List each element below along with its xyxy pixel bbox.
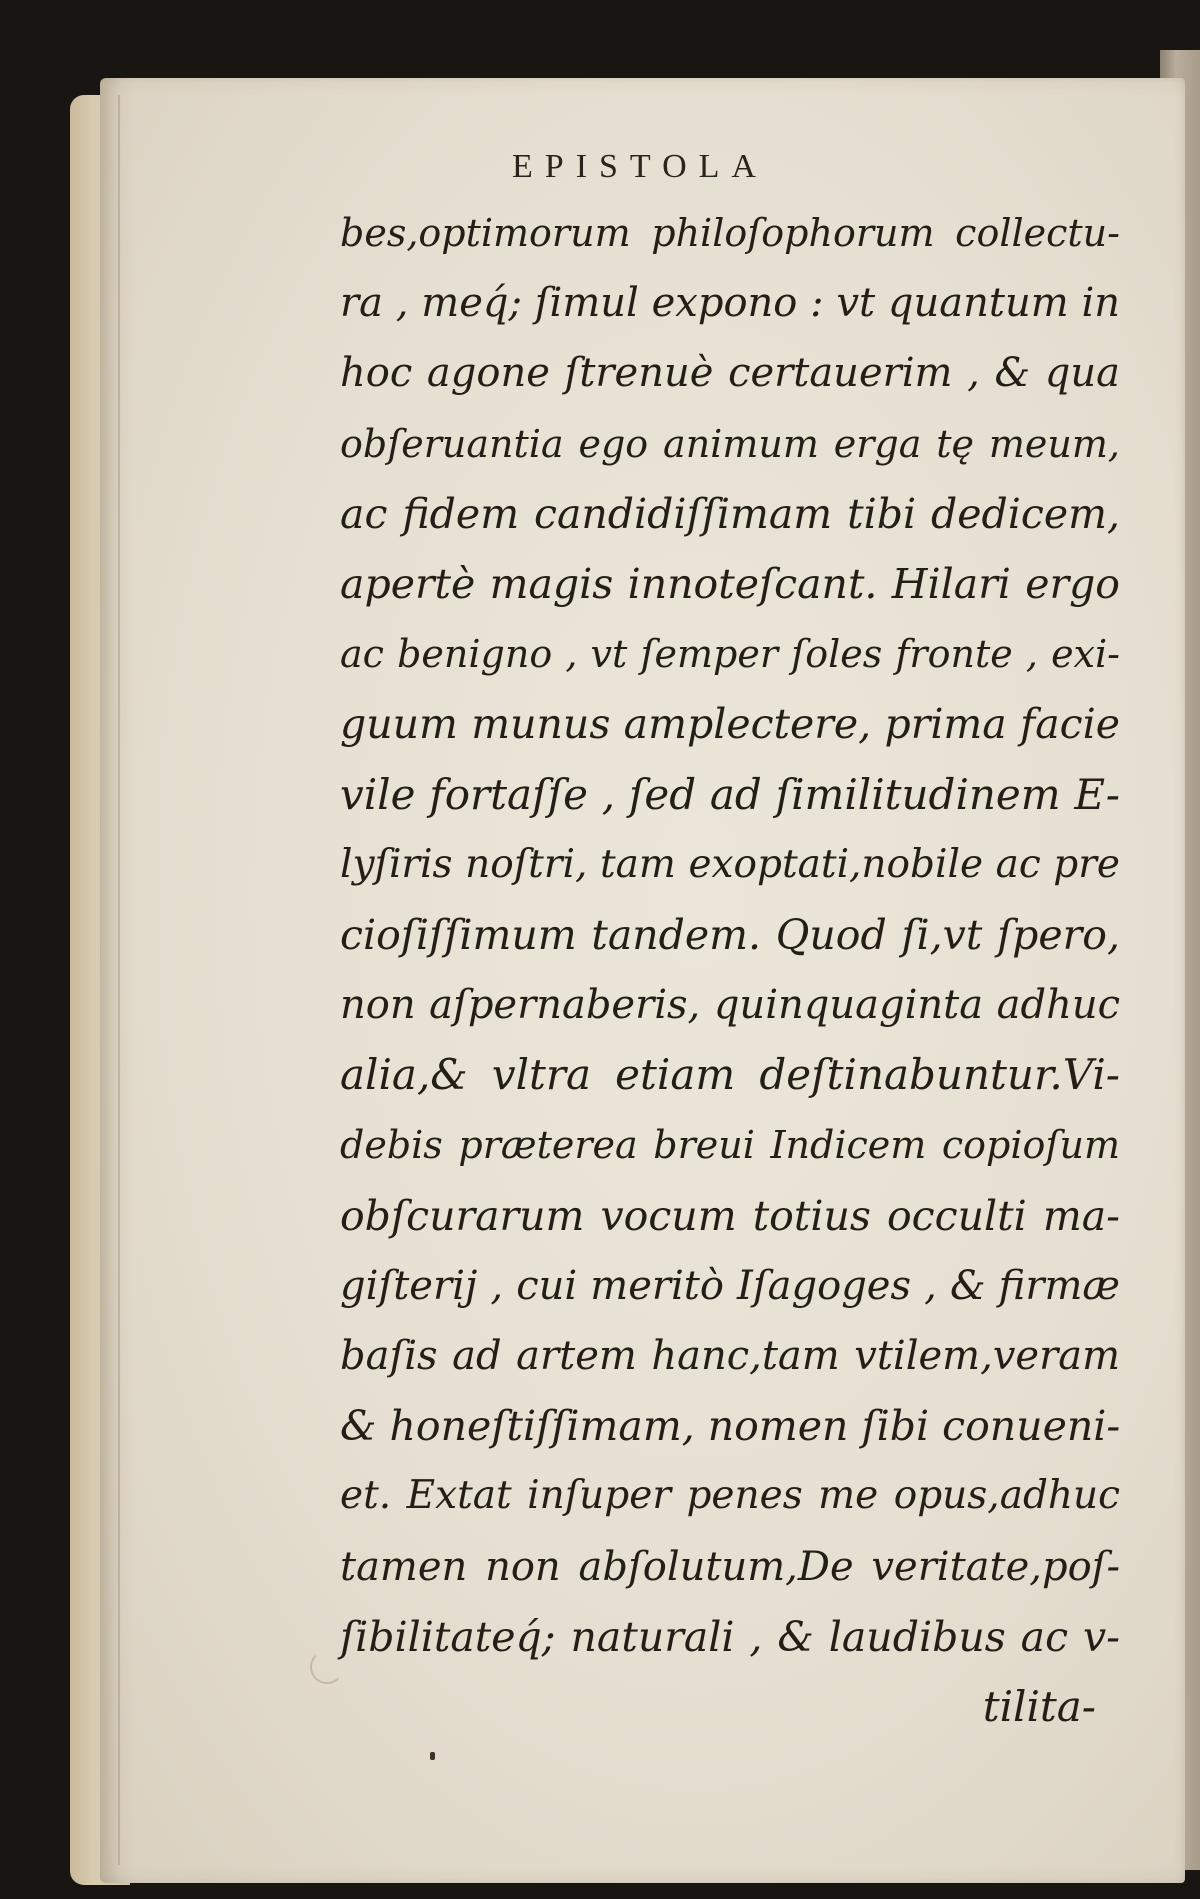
text-line: obſeruantia ego animum erga tę meum,: [340, 421, 1120, 466]
text-line: tamen non abſolutum,De veritate,poſ-: [340, 1543, 1120, 1590]
running-head: EPISTOLA: [512, 148, 768, 185]
text-line: ra , meq́; ſimul expono : vt quantum in: [340, 280, 1120, 327]
text-line: lyſiris noſtri, tam exoptati,nobile ac pre: [340, 841, 1120, 887]
ink-flourish: [310, 1650, 344, 1684]
text-line: debis præterea breui Indicem copioſum: [340, 1123, 1120, 1168]
text-line: bes,optimorum philoſophorum collectu-: [340, 211, 1120, 255]
text-line: ſibilitateq́; naturali , & laudibus ac v-: [340, 1612, 1120, 1661]
text-line: giſterij , cui meritò Iſagoges , & firmæ: [340, 1262, 1120, 1309]
text-line: baſis ad artem hanc,tam vtilem,veram: [340, 1333, 1120, 1379]
text-line: obſcurarum vocum totius occulti ma-: [340, 1191, 1120, 1240]
text-line: cioſiſſimum tandem. Quod ſi,vt ſpero,: [340, 910, 1120, 959]
letter-text: [340, 198, 1120, 1742]
text-line: non aſpernaberis, quinquaginta adhuc: [340, 982, 1120, 1029]
ink-dot: [430, 1752, 435, 1760]
text-line: apertè magis innoteſcant. Hilari ergo: [340, 559, 1120, 608]
gutter-crease: [118, 95, 120, 1865]
catchword: tilita-: [982, 1681, 1096, 1731]
text-line: hoc agone ſtrenuè certauerim , & qua: [340, 350, 1120, 397]
text-line: alia,& vltra etiam deſtinabuntur.Vi-: [340, 1050, 1120, 1100]
text-line: vile fortaſſe , ſed ad ſimilitudinem E-: [340, 769, 1120, 819]
text-line: guum munus amplectere, prima facie: [340, 700, 1120, 749]
text-line: & honeſtiſſimam, nomen ſibi conueni-: [340, 1402, 1121, 1451]
text-line: et. Extat inſuper penes me opus,adhuc: [340, 1473, 1120, 1519]
text-line: ac fidem candidiſſimam tibi dedicem,: [340, 489, 1120, 538]
text-line: ac benigno , vt ſemper ſoles fronte , exi-: [340, 632, 1120, 677]
